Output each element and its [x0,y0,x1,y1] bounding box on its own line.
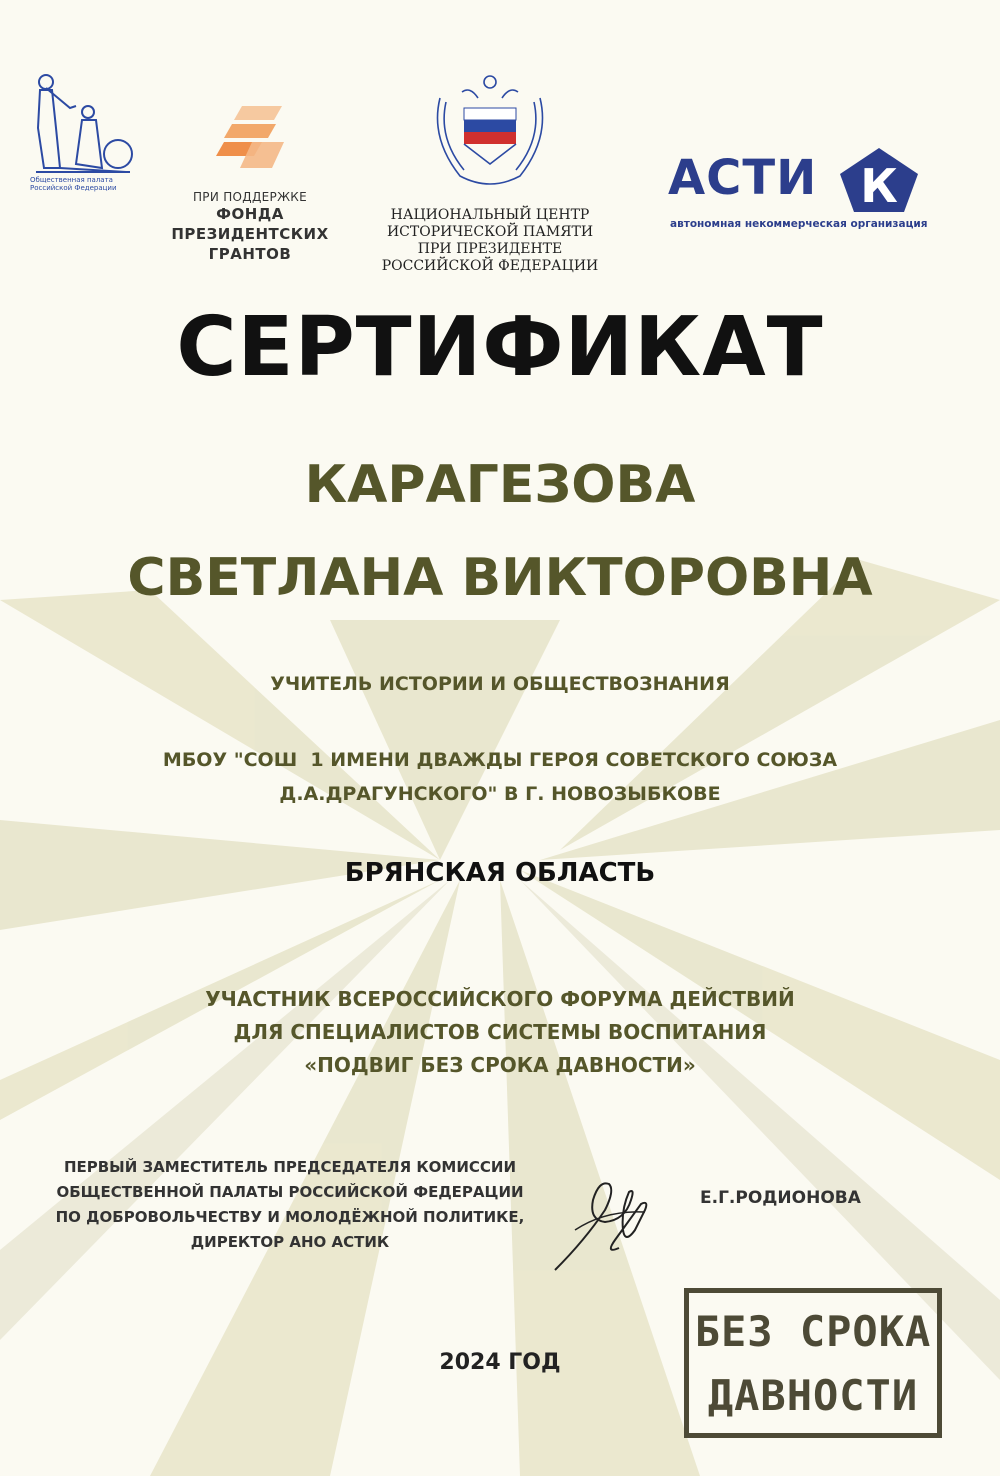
astik-name: АСТИ [668,150,818,206]
stamp-line-2: ДАВНОСТИ [707,1371,919,1420]
certificate-title: СЕРТИФИКАТ [176,300,824,395]
school-line-2: Д.А.ДРАГУНСКОГО" В Г. НОВОЗЫБКОВЕ [279,783,721,805]
grants-line-2: ФОНДА [216,205,284,223]
forum-line-1: УЧАСТНИК ВСЕРОССИЙСКОГО ФОРУМА ДЕЙСТВИЙ [205,987,795,1011]
national-center-caption [370,207,610,275]
forum-description [0,983,1000,1082]
astik-k-letter: К [860,159,898,213]
astik-k-badge-icon [838,146,920,214]
signatory-title [30,1155,550,1255]
recipient-school [0,743,1000,811]
astik-logo [668,146,938,230]
handwritten-signature-icon [545,1170,675,1280]
grants-fund-logo-icon [212,102,292,172]
grants-line-3: ПРЕЗИДЕНТСКИХ [171,225,329,243]
grants-line-1: ПРИ ПОДДЕРЖКЕ [192,190,307,204]
signatory-name: Е.Г.РОДИОНОВА [700,1188,861,1208]
recipient-position: УЧИТЕЛЬ ИСТОРИИ И ОБЩЕСТВОЗНАНИЯ [270,673,730,695]
nc-line-3: ПРИ ПРЕЗИДЕНТЕ [417,241,563,257]
nc-line-2: ИСТОРИЧЕСКОЙ ПАМЯТИ [386,224,594,240]
recipient-region: БРЯНСКАЯ ОБЛАСТЬ [344,858,656,888]
signatory-title-line-3: ПО ДОБРОВОЛЬЧЕСТВУ И МОЛОДЁЖНОЙ ПОЛИТИКЕ, [55,1208,525,1226]
certificate-year: 2024 ГОД [439,1350,561,1375]
nc-line-4: РОССИЙСКОЙ ФЕДЕРАЦИИ [381,258,599,274]
forum-line-2: ДЛЯ СПЕЦИАЛИСТОВ СИСТЕМЫ ВОСПИТАНИЯ [233,1020,767,1044]
school-line-1: МБОУ "СОШ 1 ИМЕНИ ДВАЖДЫ ГЕРОЯ СОВЕТСКОГО СОЮЗА [162,749,838,771]
grants-line-4: ГРАНТОВ [208,245,292,263]
grants-fund-caption [170,190,330,264]
signatory-title-line-4: ДИРЕКТОР АНО АСТИК [190,1233,390,1251]
recipient-given-names: СВЕТЛАНА ВИКТОРОВНА [127,548,873,608]
nc-line-1: НАЦИОНАЛЬНЫЙ ЦЕНТР [390,207,590,223]
astik-subtitle: автономная некоммерческая организация [670,218,928,230]
double-headed-eagle-icon [420,68,560,193]
signatory-title-line-2: ОБЩЕСТВЕННОЙ ПАЛАТЫ РОССИЙСКОЙ ФЕДЕРАЦИИ [56,1183,524,1201]
forum-line-3: «ПОДВИГ БЕЗ СРОКА ДАВНОСТИ» [304,1053,696,1077]
recipient-surname: КАРАГЕЗОВА [304,455,696,515]
public-chamber-caption: Общественная палата Российской Федерации [30,176,117,192]
signatory-title-line-1: ПЕРВЫЙ ЗАМЕСТИТЕЛЬ ПРЕДСЕДАТЕЛЯ КОМИССИИ [63,1158,517,1176]
stamp-line-1: БЕЗ СРОКА [694,1307,932,1356]
bez-sroka-davnosti-stamp [684,1288,942,1438]
